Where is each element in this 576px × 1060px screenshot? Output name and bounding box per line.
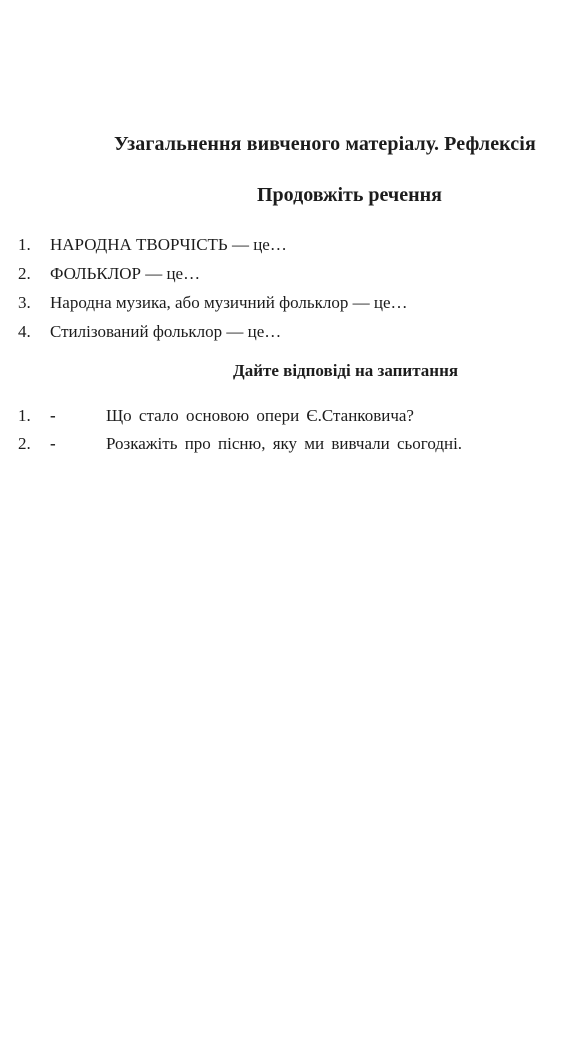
item-number: 4. <box>18 322 31 341</box>
item-number: 1. <box>18 235 31 254</box>
item-number: 1. <box>18 406 31 425</box>
page-title: Узагальнення вивченого матеріалу. Рефлексія <box>114 133 536 155</box>
section-heading-continue-sentences: Продовжіть речення <box>257 184 442 206</box>
item-number: 2. <box>18 434 31 453</box>
item-text: Народна музика, або музичний фольклор — це… <box>50 293 408 312</box>
item-dash: - <box>50 434 56 453</box>
item-text: ФОЛЬКЛОР — це… <box>50 264 201 283</box>
question-text: Розкажіть про пісню, яку ми вивчали сьогодні. <box>106 434 463 453</box>
item-number: 2. <box>18 264 31 283</box>
question-text: Що стало основою опери Є.Станковича? <box>106 406 414 425</box>
item-number: 3. <box>18 293 31 312</box>
item-text: НАРОДНА ТВОРЧІСТЬ — це… <box>50 235 287 254</box>
section-heading-answer-questions: Дайте відповіді на запитання <box>233 361 459 380</box>
item-text: Стилізований фольклор — це… <box>50 322 282 341</box>
item-dash: - <box>50 406 56 425</box>
